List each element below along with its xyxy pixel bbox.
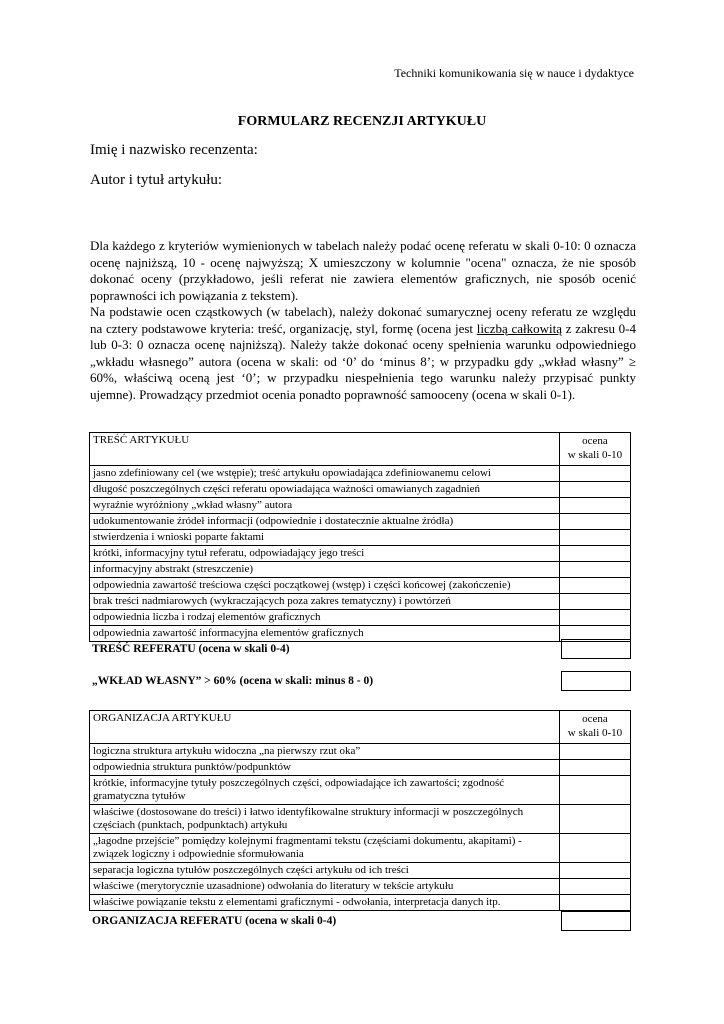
score-cell[interactable] [560, 594, 631, 610]
table-row [90, 530, 631, 546]
author-title-label: Autor i tytuł artykułu: [90, 172, 223, 188]
score-cell[interactable] [560, 760, 631, 776]
score-cell[interactable] [560, 610, 631, 626]
criterion-label: stwierdzenia i wnioski poparte faktami [90, 530, 560, 546]
table-row [90, 514, 631, 530]
running-header: Techniki komunikowania się w nauce i dydaktyce [394, 66, 634, 80]
content-summary-score-box[interactable] [561, 639, 631, 659]
criterion-label: właściwe (dostosowane do treści) i łatwo identyfikowalne struktury informacji w poszczególnych częściach (punktach, podpunktach) artykułu [90, 805, 560, 834]
score-cell[interactable] [560, 466, 631, 482]
reviewer-name-label: Imię i nazwisko recenzenta: [90, 142, 258, 158]
instructions-paragraph-1: Dla każdego z kryteriów wymienionych w tabelach należy podać ocenę referatu w skali 0-10: 0 oznacza ocenę najniższą, 10 - ocenę najwyższą; X umieszczony w kolumnie "ocena" oznacza, że nie sposób dokonać oceny (przykładowo, jeśli referat nie zawiera elementów graficznych, nie sposób ocenić poprawności ich powiązania z tekstem). [90, 238, 636, 303]
table-row [90, 562, 631, 578]
table-row [90, 879, 631, 895]
criterion-label: odpowiednia zawartość informacyjna elementów graficznych [90, 626, 560, 642]
criterion-label: wyraźnie wyróżniony „wkład własny” autora [90, 498, 560, 514]
criterion-label: udokumentowanie źródeł informacji (odpowiednie i dostatecznie aktualne źródła) [90, 514, 560, 530]
table-row [90, 805, 631, 834]
own-contribution-label: „WKŁAD WŁASNY” > 60% (ocena w skali: minus 8 - 0) [92, 675, 374, 687]
table-row [90, 466, 631, 482]
criterion-label: krótki, informacyjny tytuł referatu, odpowiadający jego treści [90, 546, 560, 562]
content-summary-label: TREŚĆ REFERATU (ocena w skali 0-4) [92, 643, 290, 655]
score-cell[interactable] [560, 805, 631, 834]
score-cell[interactable] [560, 879, 631, 895]
criterion-label: odpowiednia zawartość treściowa części początkowej (wstęp) i części końcowej (zakończenie) [90, 578, 560, 594]
criterion-label: właściwe powiązanie tekstu z elementami graficznymi - odwołania, interpretacja danych itp. [90, 895, 560, 911]
score-cell[interactable] [560, 562, 631, 578]
table-row [90, 895, 631, 911]
organization-summary-label: ORGANIZACJA REFERATU (ocena w skali 0-4) [92, 915, 337, 927]
score-cell[interactable] [560, 530, 631, 546]
score-cell[interactable] [560, 834, 631, 863]
score-cell[interactable] [560, 498, 631, 514]
score-cell[interactable] [560, 895, 631, 911]
organization-summary-score-box[interactable] [561, 911, 631, 931]
table-header-row [90, 433, 631, 466]
score-cell[interactable] [560, 744, 631, 760]
table-row [90, 578, 631, 594]
organization-table-header: ORGANIZACJA ARTYKUŁU [90, 711, 560, 744]
score-cell[interactable] [560, 546, 631, 562]
score-header-line-1: ocena [582, 713, 608, 725]
score-header-line-1: ocena [582, 435, 608, 447]
table-row [90, 834, 631, 863]
criterion-label: krótkie, informacyjne tytuły poszczególnych części, odpowiadające ich zawartości; zgodność gramatyczna tytułów [90, 776, 560, 805]
criterion-label: informacyjny abstrakt (streszczenie) [90, 562, 560, 578]
score-column-header [560, 711, 631, 744]
score-cell[interactable] [560, 776, 631, 805]
document-title: FORMULARZ RECENZJI ARTYKUŁU [237, 114, 487, 129]
table-header-row [90, 711, 631, 744]
criterion-label: odpowiednia struktura punktów/podpunktów [90, 760, 560, 776]
table-row [90, 610, 631, 626]
criterion-label: logiczna struktura artykułu widoczna „na pierwszy rzut oka” [90, 744, 560, 760]
content-table-header: TREŚĆ ARTYKUŁU [90, 433, 560, 466]
score-column-header [560, 433, 631, 466]
own-contribution-score-box[interactable] [561, 671, 631, 691]
table-row [90, 863, 631, 879]
criterion-label: brak treści nadmiarowych (wykraczających poza zakres tematyczny) i powtórzeń [90, 594, 560, 610]
criterion-label: jasno zdefiniowany cel (we wstępie); treść artykułu opowiadająca zdefiniowanemu celowi [90, 466, 560, 482]
table-row [90, 776, 631, 805]
criterion-label: właściwe (merytorycznie uzasadnione) odwołania do literatury w tekście artykułu [90, 879, 560, 895]
instructions-p2-end: z zakresu 0-4 lub 0-3: 0 oznacza ocenę najniższą). Należy także dokonać oceny spełnienia warunku odpowiedniego „wkładu własnego” autora (ocena w skali: od ‘0’ do ‘minus 8’; w przypadku gdy „wkład własny” ≥ 60%, właściwą oceną jest ‘0’; w przypadku niespełnienia tego warunku należy przypisać punkty ujemne). Prowadzący przedmiot ocenia ponadto poprawność samooceny (ocena w skali 0-1). [90, 320, 636, 402]
criterion-label: separacja logiczna tytułów poszczególnych części artykułu od ich treści [90, 863, 560, 879]
criterion-label: długość poszczególnych części referatu opowiadająca ważności omawianych zagadnień [90, 482, 560, 498]
instructions [90, 238, 636, 403]
table-row [90, 498, 631, 514]
table-row [90, 626, 631, 642]
score-header-line-2: w skali 0-10 [567, 449, 623, 461]
underlined-integer-note: liczbą całkowitą [476, 320, 563, 336]
score-header-line-2: w skali 0-10 [567, 727, 623, 739]
content-criteria-table [89, 432, 631, 642]
criterion-label: odpowiednia liczba i rodzaj elementów graficznych [90, 610, 560, 626]
table-row [90, 546, 631, 562]
score-cell[interactable] [560, 514, 631, 530]
table-row [90, 760, 631, 776]
table-row [90, 594, 631, 610]
instructions-paragraph-2 [90, 304, 636, 403]
table-row [90, 482, 631, 498]
table-row [90, 744, 631, 760]
score-cell[interactable] [560, 578, 631, 594]
score-cell[interactable] [560, 863, 631, 879]
criterion-label: „łagodne przejście” pomiędzy kolejnymi fragmentami tekstu (częściami dokumentu, akapitami) - związek logiczny i odpowiednie sformułowania [90, 834, 560, 863]
instructions-p2-start: Na podstawie ocen cząstkowych (w tabelach), należy dokonać sumarycznej oceny referatu ze względu na cztery podstawowe kryteria: treść, organizację, styl, formę (ocena jest [90, 304, 636, 336]
score-cell[interactable] [560, 482, 631, 498]
organization-criteria-table [89, 710, 631, 911]
